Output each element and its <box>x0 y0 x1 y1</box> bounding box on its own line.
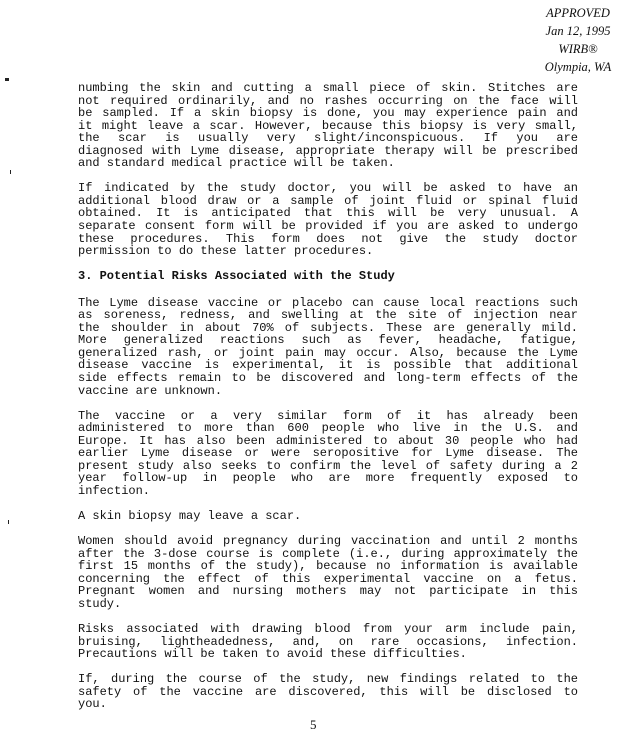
scan-mark <box>5 78 9 81</box>
text-line: separate consent form will be provided if you are asked to undergo <box>78 220 578 233</box>
text-line: administered to more than 600 people who live in the U.S. and <box>78 422 578 435</box>
stamp-date: Jan 12, 1995 <box>545 24 611 38</box>
stamp-status: APPROVED <box>546 6 610 20</box>
text-line: Europe. It has also been administered to about 30 people who had <box>78 434 578 448</box>
text-line: permission to do these latter procedures. <box>78 245 374 258</box>
paragraph-biopsy <box>78 82 578 170</box>
text-line: If indicated by the study doctor, you will be asked to have an <box>78 182 578 195</box>
text-line: A skin biopsy may leave a scar. <box>78 510 302 523</box>
text-line: these procedures. This form does not give the study doctor <box>78 232 578 246</box>
text-line: and standard medical practice will be taken. <box>78 157 395 170</box>
text-line: as soreness, redness, and swelling at the site of injection near <box>78 309 578 322</box>
text-line: Pregnant women and nursing mothers may not participate in this <box>78 585 578 598</box>
paragraph-blood-draw-risks <box>78 623 578 661</box>
text-line: If, during the course of the study, new findings related to the <box>78 673 578 686</box>
text-line: 3. Potential Risks Associated with the Study <box>78 270 395 283</box>
text-line: the scar is usually very slight/inconspicuous. If you are <box>78 132 578 145</box>
text-line: The vaccine or a very similar form of it has already been <box>78 409 578 423</box>
text-line: Risks associated with drawing blood from your arm include pain, <box>78 622 578 636</box>
page-number: 5 <box>310 717 317 732</box>
paragraph-vaccine-reactions <box>78 297 578 397</box>
text-line: obtained. It is anticipated that this will be very unusual. A <box>78 207 578 221</box>
scan-mark <box>8 520 9 524</box>
text-line: side effects remain to be discovered and long-term effects of the <box>78 372 578 385</box>
text-line: you. <box>78 698 107 711</box>
paragraph-new-findings <box>78 673 578 711</box>
text-line: infection. <box>78 484 151 498</box>
text-line: be sampled. If a skin biopsy is done, you may experience pain and <box>78 107 578 120</box>
text-line: diagnosed with Lyme disease, appropriate therapy will be prescribed <box>78 144 578 158</box>
text-line: it might leave a scar. However, because this biopsy is very small, <box>78 119 578 133</box>
stamp-location: Olympia, WA <box>544 60 612 74</box>
document-body <box>78 82 578 723</box>
text-line: safety of the vaccine are discovered, this will be disclosed to <box>78 685 578 699</box>
text-line: vaccine are unknown. <box>78 384 223 398</box>
text-line: concerning the effect of this experimental vaccine on a fetus. <box>78 572 578 586</box>
text-line: Precautions will be taken to avoid these difficulties. <box>78 648 467 661</box>
text-line: first 15 months of the study), because no information is available <box>78 560 578 573</box>
text-line: earlier Lyme disease or were seropositive for Lyme disease. The <box>78 447 578 460</box>
text-line: generalized rash, or joint pain may occur. Also, because the Lyme <box>78 346 578 360</box>
paragraph-additional-procedures <box>78 182 578 257</box>
text-line: study. <box>78 597 122 611</box>
section-heading-risks <box>78 270 578 283</box>
approval-stamp <box>528 4 628 76</box>
text-line: More generalized reactions such as fever, headache, fatigue, <box>78 334 578 347</box>
text-line: Women should avoid pregnancy during vaccination and until 2 months <box>78 535 578 548</box>
text-line: not required ordinarily, and no rashes occurring on the face will <box>78 94 578 108</box>
scan-mark <box>10 170 11 174</box>
text-line: year follow-up in people who are more frequently exposed to <box>78 472 578 485</box>
text-line: the shoulder in about 70% of subjects. These are generally mild. <box>78 321 578 335</box>
text-line: bruising, lightheadedness, and, on rare occasions, infection. <box>78 635 578 649</box>
text-line: disease vaccine is experimental, it is possible that additional <box>78 359 578 373</box>
text-line: numbing the skin and cutting a small piece of skin. Stitches are <box>78 82 578 95</box>
text-line: present study also seeks to confirm the level of safety during a 2 <box>78 459 578 473</box>
paragraph-pregnancy <box>78 535 578 610</box>
stamp-board: WIRB® <box>558 42 598 56</box>
text-line: additional blood draw or a sample of joint fluid or spinal fluid <box>78 194 578 208</box>
paragraph-prior-administration <box>78 410 578 498</box>
text-line: The Lyme disease vaccine or placebo can cause local reactions such <box>78 296 578 310</box>
text-line: after the 3-dose course is complete (i.e., during approximately the <box>78 547 578 561</box>
paragraph-scar <box>78 510 578 523</box>
